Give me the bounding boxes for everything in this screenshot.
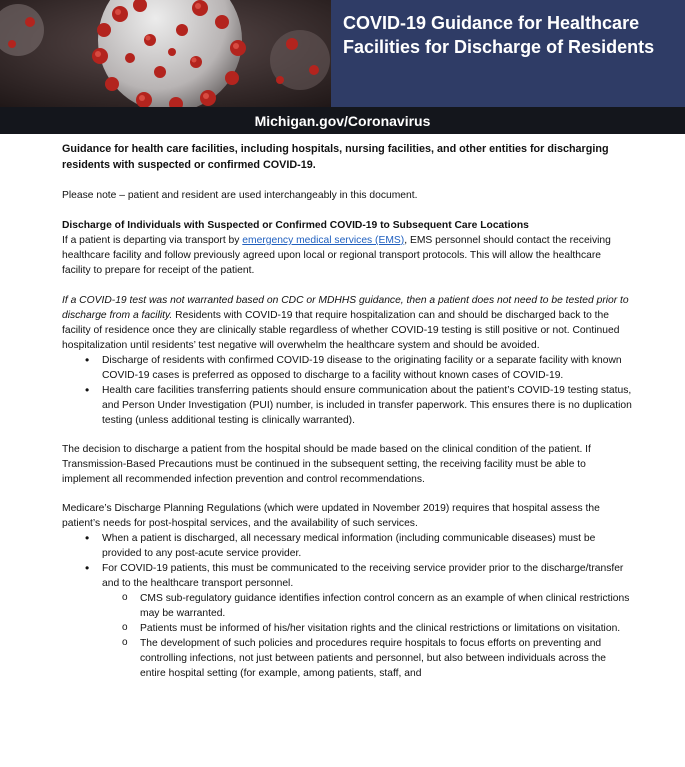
title-line-1: COVID-19 Guidance for Healthcare (343, 13, 640, 33)
list-item (102, 561, 632, 681)
medicare-paragraph: Medicare’s Discharge Planning Regulations (which were updated in November 2019) requires that hospital assess the patient’s needs for post-hospital services, and the availability of such services. (62, 503, 600, 529)
sub-bullet-list (102, 591, 632, 681)
url-bar (0, 107, 685, 134)
ems-link[interactable]: emergency medical services (EMS) (242, 235, 405, 246)
title-box (331, 0, 685, 107)
note-paragraph: Please note – patient and resident are used interchangeably in this document. (62, 190, 418, 201)
sub-list-item: o The development of such policies and procedures require hospitals to focus efforts on preventing and controlling infections, not just between patients and personnel, but also between individuals across the entire hospital setting (for example, among patients, staff, and (140, 636, 632, 681)
testing-italic: If a COVID-19 test was not warranted based on CDC or MDHHS guidance, then a patient does not need to be tested prior to discharge from a facility. (62, 295, 629, 321)
sub-list-item: o Patients must be informed of his/her visitation rights and the clinical restrictions or limitations on visitation. (140, 621, 632, 636)
lead-paragraph: Guidance for health care facilities, including hospitals, nursing facilities, and other entities for discharging residents with suspected or confirmed COVID-19. (62, 143, 609, 171)
testing-text: Residents with COVID-19 that require hospitalization can and should be discharged back to the facility of residence once they are clinically stable regardless of whether COVID-19 testing is still positive or not. Continued hospitalization until residents’ test negative will overwhelm the healthcare system and should be avoided. (62, 310, 620, 351)
section-heading: Discharge of Individuals with Suspected or Confirmed COVID-19 to Subsequent Care Locations (62, 220, 529, 231)
virus-illustration (0, 0, 331, 107)
document-body (62, 141, 632, 681)
list-item-text: For COVID-19 patients, this must be communicated to the receiving service provider prior to the discharge/transfer and to the healthcare transport personnel. (102, 563, 624, 589)
testing-paragraph (62, 293, 632, 353)
ems-text-after: , EMS personnel should contact the receiving healthcare facility and follow previously agreed upon local or regional transport protocols. This will allow the healthcare facility to prepare for receipt of the patient. (62, 235, 611, 276)
site-url[interactable]: Michigan.gov/Coronavirus (254, 112, 431, 129)
ems-text-before: If a patient is departing via transport by (62, 235, 243, 246)
sub-list-item: o CMS sub-regulatory guidance identifies infection control concern as an example of when clinical restrictions may be warranted. (140, 591, 632, 621)
decision-paragraph: The decision to discharge a patient from the hospital should be made based on the clinical condition of the patient. If Transmission-Based Precautions must be continued in the subsequent setting, the receiving facility must be able to implement all recommended infection prevention and control recommendations. (62, 444, 591, 485)
list-item: • Discharge of residents with confirmed COVID-19 disease to the originating facility or a separate facility with known COVID-19 cases is preferred as opposed to discharge to a facility without known cases of COVID-19. (102, 353, 632, 383)
bullet-list-2 (62, 531, 632, 681)
bullet-list-1 (62, 353, 632, 428)
ems-paragraph (62, 233, 632, 278)
list-item: • When a patient is discharged, all necessary medical information (including communicable diseases) must be provided to any post-acute service provider. (102, 531, 632, 561)
header-banner (0, 0, 685, 107)
list-item: • Health care facilities transferring patients should ensure communication about the patient’s COVID-19 testing status, and Person Under Investigation (PUI) number, is included in transfer paperwork. This ensures there is no duplication testing (unless additional testing is clinically warranted). (102, 383, 632, 428)
title-line-2: Facilities for Discharge of Residents (343, 37, 655, 57)
